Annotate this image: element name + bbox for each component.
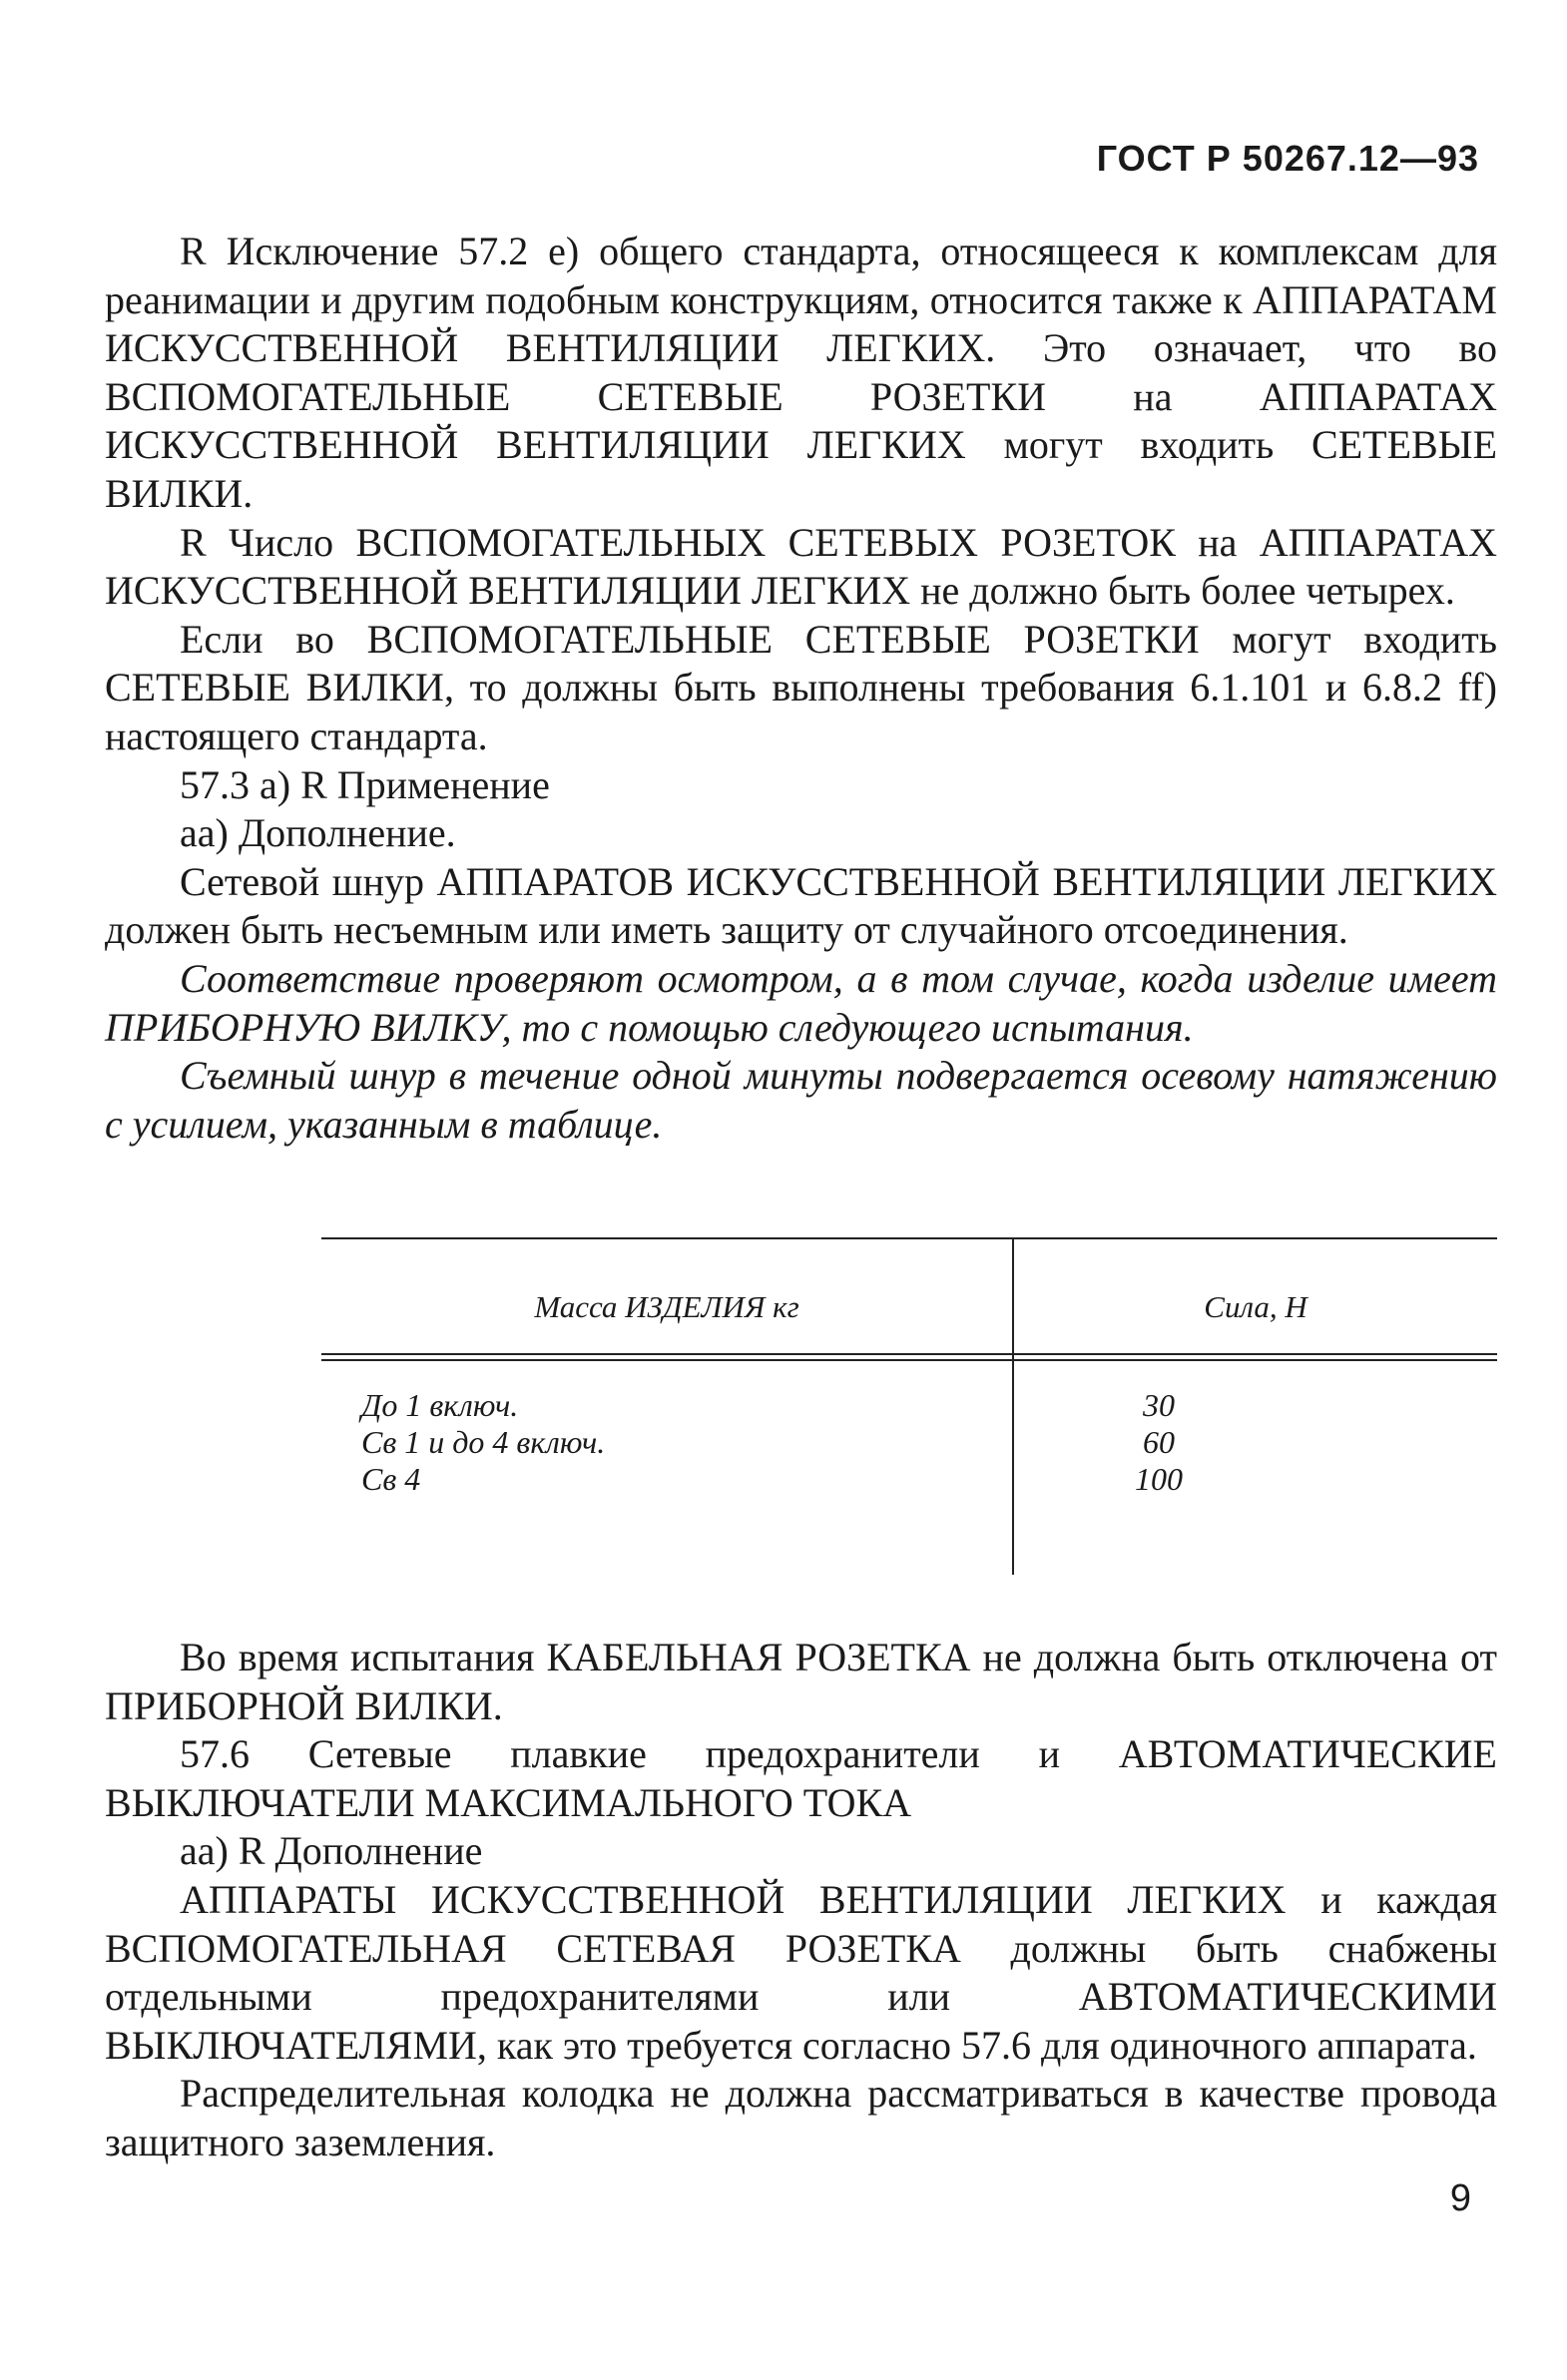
paragraph: Сетевой шнур АППАРАТОВ ИСКУССТВЕННОЙ ВЕНТИЛЯЦИИ ЛЕГКИХ должен быть несъемным или иметь защиту от случайного отсоединения.: [105, 858, 1497, 953]
paragraph: Распределительная колодка не должна рассматриваться в качестве провода защитного заземления.: [105, 2071, 1497, 2164]
document-code: ГОСТ Р 50267.12—93: [1096, 138, 1479, 179]
table-top-rule: [321, 1237, 1497, 1239]
table-column-mass: [361, 1387, 605, 1498]
table-header-force: Сила, Н: [1204, 1289, 1307, 1324]
table-column-force: [1014, 1387, 1304, 1498]
paragraph-italic: Соответствие проверяют осмотром, а в том случае, когда изделие имеет ПРИБОРНУЮ ВИЛКУ, то с помощью следующего испытания.: [105, 955, 1497, 1050]
paragraph: R Исключение 57.2 е) общего стандарта, относящееся к комплексам для реанимации и другим подобным конструкциям, относится также к АППАРАТАМ ИСКУССТВЕННОЙ ВЕНТИЛЯЦИИ ЛЕГКИХ. Это означает, что во ВСПОМОГАТЕЛЬНЫЕ СЕТЕВЫЕ РОЗЕТКИ на АППАРАТАХ ИСКУССТВЕННОЙ ВЕНТИЛЯЦИИ ЛЕГКИХ могут входить СЕТЕВЫЕ ВИЛКИ.: [105, 229, 1497, 516]
paragraph: Во время испытания КАБЕЛЬНАЯ РОЗЕТКА не должна быть отключена от ПРИБОРНОЙ ВИЛКИ.: [105, 1635, 1497, 1728]
table-cell: До 1 включ.: [361, 1387, 519, 1423]
paragraph: аа) R Дополнение: [180, 1828, 483, 1874]
table-cell: 100: [1135, 1461, 1183, 1497]
table-cell: Св 4: [361, 1461, 421, 1497]
page-number: 9: [1449, 2177, 1471, 2219]
table-cell: 30: [1143, 1387, 1175, 1423]
table-cell: 60: [1143, 1424, 1175, 1460]
table-header-rule: [321, 1353, 1497, 1355]
table-header-rule: [321, 1359, 1497, 1361]
paragraph-italic: Съемный шнур в течение одной минуты подвергается осевому натяжению с усилием, указанным в таблице.: [105, 1053, 1497, 1147]
paragraph: аа) Дополнение.: [180, 810, 456, 856]
table-cell: Св 1 и до 4 включ.: [361, 1424, 606, 1460]
body-text-top: [105, 228, 1497, 1149]
force-table: [321, 1237, 1497, 1575]
paragraph: АППАРАТЫ ИСКУССТВЕННОЙ ВЕНТИЛЯЦИИ ЛЕГКИХ и каждая ВСПОМОГАТЕЛЬНАЯ СЕТЕВАЯ РОЗЕТКА должны быть снабжены отдельными предохранителями или АВТОМАТИЧЕСКИМИ ВЫКЛЮЧАТЕЛЯМИ, как это требуется согласно 57.6 для одиночного аппарата.: [105, 1876, 1497, 2068]
paragraph: 57.3 а) R Применение: [180, 761, 550, 807]
body-text-bottom: [105, 1634, 1497, 2167]
paragraph: 57.6 Сетевые плавкие предохранители и АВТОМАТИЧЕСКИЕ ВЫКЛЮЧАТЕЛИ МАКСИМАЛЬНОГО ТОКА: [105, 1731, 1497, 1825]
paragraph: R Число ВСПОМОГАТЕЛЬНЫХ СЕТЕВЫХ РОЗЕТОК на АППАРАТАХ ИСКУССТВЕННОЙ ВЕНТИЛЯЦИИ ЛЕГКИХ не должно быть более четырех.: [105, 519, 1497, 614]
table-header-mass: Масса ИЗДЕЛИЯ кг: [534, 1289, 799, 1324]
paragraph: Если во ВСПОМОГАТЕЛЬНЫЕ СЕТЕВЫЕ РОЗЕТКИ могут входить СЕТЕВЫЕ ВИЛКИ, то должны быть выполнены требования 6.1.101 и 6.8.2 ff) настоящего стандарта.: [105, 616, 1497, 758]
